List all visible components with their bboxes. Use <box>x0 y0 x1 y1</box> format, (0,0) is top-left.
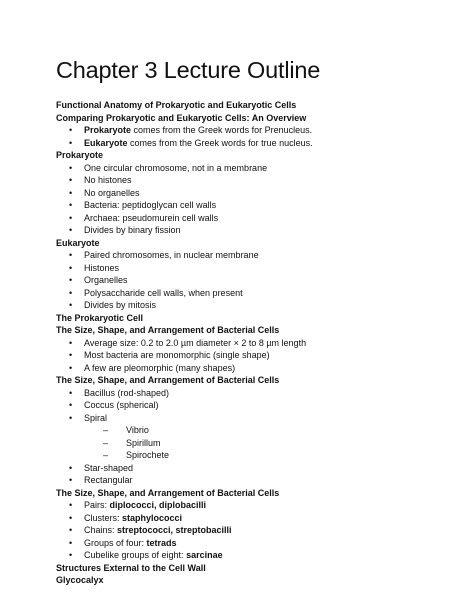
bullet-marker-icon: • <box>69 387 73 398</box>
list-item-text: Eukaryote comes from the Greek words for true nucleus. <box>84 137 313 148</box>
list-item-text: Clusters: staphylococci <box>84 512 183 523</box>
list-item-text: One circular chromosome, not in a membrane <box>84 162 268 173</box>
list-item <box>56 399 466 412</box>
list-item <box>56 524 466 537</box>
list-item <box>56 224 466 237</box>
sub-list-item <box>56 424 466 437</box>
list-item-text: Groups of four: tetrads <box>84 537 177 548</box>
outline-body <box>56 99 466 587</box>
list-item-text: No organelles <box>84 187 140 198</box>
list-item-text: Pairs: diplococci, diplobacilli <box>84 500 207 510</box>
list-item-text: Spirochete <box>126 450 170 460</box>
bullet-marker-icon: • <box>69 400 73 410</box>
list-item <box>56 274 466 287</box>
list-item-text: Prokaryote comes from the Greek words for Prenucleus. <box>84 125 313 135</box>
list-item <box>56 249 466 262</box>
bullet-marker-icon: • <box>69 162 73 173</box>
bold-term: Eukaryote <box>84 137 128 148</box>
list-item-text: Average size: 0.2 to 2.0 µm diameter × 2 to 8 µm length <box>84 337 307 348</box>
list-item-text: Divides by binary fission <box>84 225 181 235</box>
list-item <box>56 349 466 362</box>
section-heading: Prokaryote <box>56 150 104 160</box>
dash-marker-icon: – <box>103 450 109 460</box>
list-item <box>56 499 466 512</box>
list-item <box>56 337 466 350</box>
list-item-text: Paired chromosomes, in nuclear membrane <box>84 250 259 260</box>
list-item-text: Spiral <box>84 412 108 423</box>
list-item-text: Star-shaped <box>84 462 134 473</box>
list-item-text: A few are pleomorphic (many shapes) <box>84 362 236 373</box>
bullet-marker-icon: • <box>69 212 73 223</box>
bold-term: streptococci, streptobacilli <box>117 525 232 535</box>
list-item <box>56 124 466 137</box>
bold-term: tetrads <box>146 537 177 548</box>
list-item <box>56 462 466 475</box>
list-item <box>56 199 466 212</box>
bold-term: staphylococci <box>122 512 183 523</box>
list-item-text: Vibrio <box>126 425 149 435</box>
list-item-text: Divides by mitosis <box>84 300 157 310</box>
bullet-marker-icon: • <box>69 137 73 148</box>
list-item <box>56 137 466 150</box>
bullet-marker-icon: • <box>69 200 73 210</box>
list-item <box>56 512 466 525</box>
list-item <box>56 287 466 300</box>
bullet-marker-icon: • <box>69 275 73 285</box>
section-heading: Eukaryote <box>56 237 100 248</box>
section-heading: Functional Anatomy of Prokaryotic and Eukaryotic Cells <box>56 100 297 110</box>
bullet-marker-icon: • <box>69 475 73 485</box>
sub-list-item <box>56 449 466 462</box>
bullet-marker-icon: • <box>69 525 73 535</box>
page-title: Chapter 3 Lecture Outline <box>56 57 321 83</box>
list-item <box>56 262 466 275</box>
bullet-marker-icon: • <box>69 287 73 298</box>
bold-term: Prokaryote <box>84 125 132 135</box>
list-item <box>56 187 466 200</box>
list-item-text: Most bacteria are monomorphic (single shape) <box>84 350 270 360</box>
bullet-marker-icon: • <box>69 537 73 548</box>
list-item-text: Coccus (spherical) <box>84 400 159 410</box>
list-item-text: Chains: streptococci, streptobacilli <box>84 525 232 535</box>
dash-marker-icon: – <box>103 437 109 448</box>
section-heading: The Size, Shape, and Arrangement of Bacterial Cells <box>56 487 280 498</box>
list-item-text: Rectangular <box>84 475 133 485</box>
list-item <box>56 412 466 425</box>
bullet-marker-icon: • <box>69 362 73 373</box>
bullet-marker-icon: • <box>69 300 73 310</box>
list-item-text: Polysaccharide cell walls, when present <box>84 287 243 298</box>
list-item <box>56 549 466 562</box>
list-item <box>56 212 466 225</box>
list-item <box>56 174 466 187</box>
bullet-marker-icon: • <box>69 262 73 273</box>
list-item <box>56 537 466 550</box>
list-item <box>56 474 466 487</box>
list-item <box>56 299 466 312</box>
list-item-text: Organelles <box>84 275 128 285</box>
bullet-marker-icon: • <box>69 512 73 523</box>
bullet-marker-icon: • <box>69 250 73 260</box>
bullet-marker-icon: • <box>69 225 73 235</box>
sub-list-item <box>56 437 466 450</box>
bullet-marker-icon: • <box>69 412 73 423</box>
bullet-marker-icon: • <box>69 187 73 198</box>
bold-term: diplococci, diplobacilli <box>109 500 207 510</box>
bullet-marker-icon: • <box>69 462 73 473</box>
bullet-marker-icon: • <box>69 550 73 560</box>
list-item <box>56 162 466 175</box>
section-heading: The Size, Shape, and Arrangement of Bacterial Cells <box>56 375 280 385</box>
list-item-text: Cubelike groups of eight: sarcinae <box>84 550 223 560</box>
list-item-text: Archaea: pseudomurein cell walls <box>84 212 219 223</box>
bullet-marker-icon: • <box>69 175 73 185</box>
section-heading: Glycocalyx <box>56 575 104 585</box>
bullet-marker-icon: • <box>69 337 73 348</box>
dash-marker-icon: – <box>103 425 109 435</box>
list-item-text: Histones <box>84 262 120 273</box>
list-item-text: Spirillum <box>126 437 161 448</box>
bold-term: sarcinae <box>186 550 223 560</box>
section-heading: Structures External to the Cell Wall <box>56 562 206 573</box>
section-heading: The Size, Shape, and Arrangement of Bacterial Cells <box>56 325 280 335</box>
section-heading: Comparing Prokaryotic and Eukaryotic Cells: An Overview <box>56 112 307 123</box>
list-item <box>56 387 466 400</box>
list-item-text: Bacteria: peptidoglycan cell walls <box>84 200 217 210</box>
list-item <box>56 362 466 375</box>
bullet-marker-icon: • <box>69 500 73 510</box>
section-heading: The Prokaryotic Cell <box>56 312 144 323</box>
bullet-marker-icon: • <box>69 350 73 360</box>
bullet-marker-icon: • <box>69 125 73 135</box>
list-item-text: Bacillus (rod-shaped) <box>84 387 170 398</box>
list-item-text: No histones <box>84 175 132 185</box>
